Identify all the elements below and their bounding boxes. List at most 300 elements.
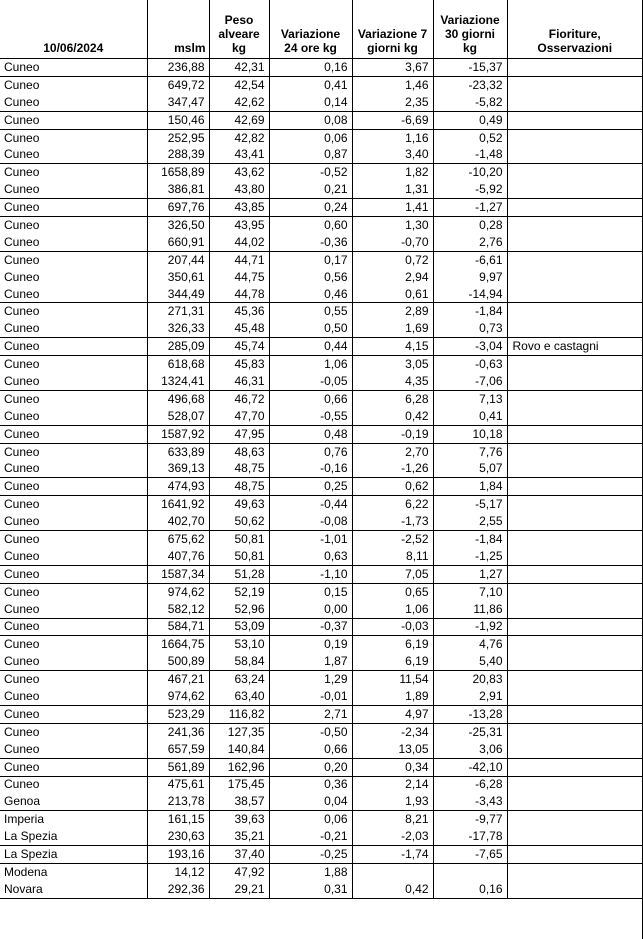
cell-peso[interactable]: 43,95	[209, 217, 269, 234]
cell-var7[interactable]: 2,35	[352, 94, 433, 111]
header-mslm[interactable]: mslm	[147, 0, 209, 59]
cell-var24[interactable]: -1,10	[269, 565, 352, 583]
cell-peso[interactable]: 52,96	[209, 601, 269, 618]
cell-var7[interactable]: 4,15	[352, 338, 433, 356]
cell-var24[interactable]: 0,56	[269, 269, 352, 286]
cell-mslm[interactable]: 475,61	[147, 776, 209, 793]
cell-var7[interactable]: 0,34	[352, 758, 433, 776]
cell-location[interactable]: Cuneo	[4, 234, 40, 249]
cell-peso[interactable]: 175,45	[209, 776, 269, 793]
cell-location[interactable]: La Spezia	[4, 829, 58, 844]
cell-mslm[interactable]: 236,88	[147, 59, 209, 77]
cell-var30[interactable]: -1,48	[433, 146, 507, 163]
cell-var7[interactable]: 3,40	[352, 146, 433, 163]
cell-location[interactable]: Novara	[0, 881, 147, 898]
cell-note[interactable]	[507, 583, 642, 600]
header-peso[interactable]: Peso alveare kg	[209, 0, 269, 59]
cell-mslm[interactable]: 523,29	[147, 705, 209, 723]
cell-var7[interactable]: 1,69	[352, 320, 433, 337]
cell-var7[interactable]: -0,19	[352, 425, 433, 443]
cell-location[interactable]: Cuneo	[4, 286, 40, 301]
cell-peso[interactable]: 44,02	[209, 234, 269, 251]
cell-var30[interactable]: 2,76	[433, 234, 507, 251]
cell-var7[interactable]: 0,42	[352, 408, 433, 425]
cell-note[interactable]	[507, 286, 642, 303]
cell-var7[interactable]: 1,30	[352, 217, 433, 234]
cell-location[interactable]: Cuneo	[4, 654, 40, 669]
header-var30[interactable]: Variazione 30 giorni kg	[433, 0, 507, 59]
cell-location[interactable]: Cuneo	[0, 583, 147, 600]
cell-var24[interactable]: 0,66	[269, 390, 352, 407]
cell-location[interactable]: Cuneo	[0, 129, 147, 146]
cell-var24[interactable]: 0,48	[269, 425, 352, 443]
cell-peso[interactable]: 47,92	[209, 863, 269, 880]
cell-peso[interactable]: 45,83	[209, 356, 269, 373]
cell-mslm[interactable]: 402,70	[147, 513, 209, 530]
cell-var30[interactable]: 9,97	[433, 269, 507, 286]
cell-var30[interactable]: 7,76	[433, 443, 507, 460]
cell-var24[interactable]: 0,60	[269, 217, 352, 234]
cell-var7[interactable]: 1,89	[352, 688, 433, 705]
cell-var30[interactable]: 0,49	[433, 111, 507, 129]
cell-var7[interactable]: 8,21	[352, 811, 433, 828]
cell-peso[interactable]: 29,21	[209, 881, 269, 898]
cell-mslm[interactable]: 500,89	[147, 653, 209, 670]
cell-location[interactable]: Cuneo	[4, 408, 40, 423]
cell-location[interactable]: Cuneo	[0, 76, 147, 93]
cell-var30[interactable]: 2,55	[433, 513, 507, 530]
cell-var30[interactable]: -17,78	[433, 828, 507, 845]
cell-note[interactable]	[507, 76, 642, 93]
cell-mslm[interactable]: 633,89	[147, 443, 209, 460]
cell-location[interactable]: Cuneo	[0, 723, 147, 740]
cell-mslm[interactable]: 1587,92	[147, 425, 209, 443]
cell-mslm[interactable]: 584,71	[147, 618, 209, 636]
cell-peso[interactable]: 45,48	[209, 320, 269, 337]
cell-var30[interactable]: 1,84	[433, 478, 507, 496]
cell-peso[interactable]: 44,71	[209, 251, 269, 268]
cell-var7[interactable]: 4,97	[352, 705, 433, 723]
cell-var24[interactable]: -0,01	[269, 688, 352, 705]
cell-var30[interactable]: -42,10	[433, 758, 507, 776]
cell-note[interactable]	[507, 741, 642, 758]
cell-mslm[interactable]: 241,36	[147, 723, 209, 740]
cell-location[interactable]: Cuneo	[0, 496, 147, 513]
cell-mslm[interactable]: 496,68	[147, 390, 209, 407]
cell-location[interactable]: Cuneo	[4, 321, 40, 336]
cell-note[interactable]	[507, 828, 642, 845]
cell-var7[interactable]: 2,70	[352, 443, 433, 460]
cell-location[interactable]: Cuneo	[4, 373, 40, 388]
cell-mslm[interactable]: 207,44	[147, 251, 209, 268]
cell-var7[interactable]: 1,46	[352, 76, 433, 93]
cell-note[interactable]	[507, 251, 642, 268]
cell-var7[interactable]: 6,19	[352, 653, 433, 670]
cell-var30[interactable]: -5,92	[433, 181, 507, 198]
cell-var30[interactable]: 5,40	[433, 653, 507, 670]
cell-var30[interactable]: -7,65	[433, 846, 507, 864]
cell-peso[interactable]: 38,57	[209, 793, 269, 810]
cell-peso[interactable]: 50,81	[209, 531, 269, 548]
cell-peso[interactable]: 43,80	[209, 181, 269, 198]
cell-var30[interactable]: 11,86	[433, 601, 507, 618]
cell-note[interactable]	[507, 531, 642, 548]
cell-var24[interactable]: 0,36	[269, 776, 352, 793]
cell-var24[interactable]: -0,52	[269, 164, 352, 181]
cell-var30[interactable]: 0,52	[433, 129, 507, 146]
cell-mslm[interactable]: 649,72	[147, 76, 209, 93]
cell-note[interactable]	[507, 723, 642, 740]
cell-mslm[interactable]: 14,12	[147, 863, 209, 880]
cell-location[interactable]: Cuneo	[4, 601, 40, 616]
cell-mslm[interactable]: 407,76	[147, 548, 209, 565]
cell-mslm[interactable]: 150,46	[147, 111, 209, 129]
cell-peso[interactable]: 58,84	[209, 653, 269, 670]
cell-peso[interactable]: 37,40	[209, 846, 269, 864]
cell-var24[interactable]: 0,20	[269, 758, 352, 776]
cell-note[interactable]	[507, 129, 642, 146]
cell-var30[interactable]: -25,31	[433, 723, 507, 740]
cell-mslm[interactable]: 230,63	[147, 828, 209, 845]
cell-var30[interactable]: -6,28	[433, 776, 507, 793]
cell-location[interactable]: Cuneo	[0, 531, 147, 548]
cell-peso[interactable]: 53,09	[209, 618, 269, 636]
cell-var30[interactable]: -1,27	[433, 199, 507, 217]
cell-peso[interactable]: 51,28	[209, 565, 269, 583]
cell-note[interactable]	[507, 653, 642, 670]
cell-var24[interactable]: -0,50	[269, 723, 352, 740]
cell-mslm[interactable]: 528,07	[147, 408, 209, 425]
cell-var30[interactable]: 7,13	[433, 390, 507, 407]
cell-var24[interactable]: 0,31	[269, 881, 352, 898]
header-var24[interactable]: Variazione 24 ore kg	[269, 0, 352, 59]
cell-var30[interactable]	[433, 863, 507, 880]
cell-var24[interactable]: 1,06	[269, 356, 352, 373]
cell-var30[interactable]: 4,76	[433, 636, 507, 653]
cell-location[interactable]: Cuneo	[0, 338, 147, 356]
cell-peso[interactable]: 39,63	[209, 811, 269, 828]
cell-note[interactable]	[507, 881, 642, 898]
cell-var7[interactable]: 13,05	[352, 741, 433, 758]
cell-peso[interactable]: 48,75	[209, 478, 269, 496]
cell-peso[interactable]: 49,63	[209, 496, 269, 513]
cell-location[interactable]: Cuneo	[0, 565, 147, 583]
cell-var24[interactable]: 0,19	[269, 636, 352, 653]
cell-var7[interactable]: -6,69	[352, 111, 433, 129]
cell-peso[interactable]: 52,19	[209, 583, 269, 600]
cell-peso[interactable]: 47,70	[209, 408, 269, 425]
cell-note[interactable]	[507, 671, 642, 688]
header-note[interactable]: Fioriture, Osservazioni	[507, 0, 642, 59]
cell-var24[interactable]: 0,63	[269, 548, 352, 565]
cell-mslm[interactable]: 252,95	[147, 129, 209, 146]
cell-note[interactable]	[507, 846, 642, 864]
cell-mslm[interactable]: 1658,89	[147, 164, 209, 181]
cell-var7[interactable]: 1,31	[352, 181, 433, 198]
cell-location[interactable]: Cuneo	[0, 425, 147, 443]
cell-note[interactable]	[507, 478, 642, 496]
cell-var7[interactable]: 1,06	[352, 601, 433, 618]
cell-note[interactable]	[507, 111, 642, 129]
cell-mslm[interactable]: 657,59	[147, 741, 209, 758]
cell-var7[interactable]: 1,16	[352, 129, 433, 146]
cell-var30[interactable]: 0,28	[433, 217, 507, 234]
cell-var24[interactable]: 0,06	[269, 129, 352, 146]
cell-var7[interactable]: -1,26	[352, 460, 433, 477]
cell-peso[interactable]: 42,31	[209, 59, 269, 77]
cell-var24[interactable]: -0,08	[269, 513, 352, 530]
cell-location[interactable]: Cuneo	[0, 217, 147, 234]
cell-var24[interactable]: 0,44	[269, 338, 352, 356]
cell-mslm[interactable]: 582,12	[147, 601, 209, 618]
cell-var24[interactable]: 0,87	[269, 146, 352, 163]
cell-var24[interactable]: -0,16	[269, 460, 352, 477]
cell-location[interactable]: Cuneo	[0, 758, 147, 776]
cell-var30[interactable]: 0,73	[433, 320, 507, 337]
cell-peso[interactable]: 63,24	[209, 671, 269, 688]
cell-var24[interactable]: 0,25	[269, 478, 352, 496]
cell-peso[interactable]: 45,74	[209, 338, 269, 356]
cell-var24[interactable]: 1,29	[269, 671, 352, 688]
cell-var7[interactable]: 7,05	[352, 565, 433, 583]
cell-var24[interactable]: 0,24	[269, 199, 352, 217]
cell-mslm[interactable]: 292,36	[147, 881, 209, 898]
cell-location[interactable]: Cuneo	[4, 269, 40, 284]
cell-peso[interactable]: 44,75	[209, 269, 269, 286]
cell-location[interactable]: Cuneo	[0, 671, 147, 688]
cell-mslm[interactable]: 474,93	[147, 478, 209, 496]
cell-location[interactable]: Cuneo	[4, 94, 40, 109]
cell-var30[interactable]: -3,04	[433, 338, 507, 356]
cell-var24[interactable]: 0,00	[269, 601, 352, 618]
cell-var30[interactable]: -0,63	[433, 356, 507, 373]
cell-peso[interactable]: 63,40	[209, 688, 269, 705]
cell-location[interactable]: Cuneo	[0, 356, 147, 373]
cell-note[interactable]	[507, 443, 642, 460]
cell-var30[interactable]: -5,82	[433, 94, 507, 111]
cell-note[interactable]	[507, 217, 642, 234]
cell-location[interactable]: Cuneo	[0, 478, 147, 496]
cell-note[interactable]	[507, 636, 642, 653]
cell-location[interactable]: Cuneo	[0, 705, 147, 723]
cell-var24[interactable]: 0,15	[269, 583, 352, 600]
cell-note[interactable]	[507, 408, 642, 425]
cell-mslm[interactable]: 326,50	[147, 217, 209, 234]
cell-peso[interactable]: 43,85	[209, 199, 269, 217]
cell-var7[interactable]	[352, 863, 433, 880]
cell-peso[interactable]: 45,36	[209, 303, 269, 320]
cell-var7[interactable]: 6,28	[352, 390, 433, 407]
cell-var7[interactable]: 1,93	[352, 793, 433, 810]
cell-location[interactable]: Cuneo	[4, 514, 40, 529]
cell-peso[interactable]: 42,54	[209, 76, 269, 93]
cell-location[interactable]: Cuneo	[4, 147, 40, 162]
cell-var7[interactable]: 6,19	[352, 636, 433, 653]
cell-mslm[interactable]: 1587,34	[147, 565, 209, 583]
cell-var30[interactable]: 0,41	[433, 408, 507, 425]
cell-location[interactable]: Cuneo	[0, 199, 147, 217]
cell-var7[interactable]: 8,11	[352, 548, 433, 565]
cell-note[interactable]	[507, 303, 642, 320]
cell-note[interactable]	[507, 146, 642, 163]
cell-note[interactable]	[507, 59, 642, 77]
cell-var7[interactable]: -0,03	[352, 618, 433, 636]
cell-var7[interactable]: 3,05	[352, 356, 433, 373]
cell-note[interactable]	[507, 460, 642, 477]
cell-location[interactable]: Imperia	[0, 811, 147, 828]
cell-var24[interactable]: 0,06	[269, 811, 352, 828]
cell-mslm[interactable]: 326,33	[147, 320, 209, 337]
cell-var24[interactable]: 0,55	[269, 303, 352, 320]
cell-location[interactable]: Cuneo	[0, 776, 147, 793]
cell-var7[interactable]: 0,62	[352, 478, 433, 496]
cell-peso[interactable]: 116,82	[209, 705, 269, 723]
cell-mslm[interactable]: 350,61	[147, 269, 209, 286]
cell-var30[interactable]: -7,06	[433, 373, 507, 390]
cell-location[interactable]: Cuneo	[4, 548, 40, 563]
cell-location[interactable]: Modena	[0, 863, 147, 880]
cell-var24[interactable]: 0,21	[269, 181, 352, 198]
header-var7[interactable]: Variazione 7 giorni kg	[352, 0, 433, 59]
cell-var7[interactable]: 3,67	[352, 59, 433, 77]
cell-var7[interactable]: -2,34	[352, 723, 433, 740]
cell-mslm[interactable]: 386,81	[147, 181, 209, 198]
cell-peso[interactable]: 53,10	[209, 636, 269, 653]
header-date[interactable]: 10/06/2024	[0, 0, 147, 59]
cell-peso[interactable]: 42,69	[209, 111, 269, 129]
cell-var7[interactable]: 11,54	[352, 671, 433, 688]
cell-var24[interactable]: -0,44	[269, 496, 352, 513]
cell-var30[interactable]: -10,20	[433, 164, 507, 181]
cell-var24[interactable]: 0,17	[269, 251, 352, 268]
cell-var24[interactable]: -0,05	[269, 373, 352, 390]
cell-var24[interactable]: 0,14	[269, 94, 352, 111]
cell-var30[interactable]: -1,25	[433, 548, 507, 565]
cell-var24[interactable]: -0,55	[269, 408, 352, 425]
cell-var30[interactable]: 3,06	[433, 741, 507, 758]
cell-var7[interactable]: 1,41	[352, 199, 433, 217]
cell-note[interactable]	[507, 793, 642, 810]
cell-var7[interactable]: -0,70	[352, 234, 433, 251]
cell-note[interactable]	[507, 199, 642, 217]
cell-peso[interactable]: 50,81	[209, 548, 269, 565]
cell-mslm[interactable]: 618,68	[147, 356, 209, 373]
cell-var30[interactable]: -9,77	[433, 811, 507, 828]
cell-var7[interactable]: 0,65	[352, 583, 433, 600]
cell-note[interactable]	[507, 548, 642, 565]
cell-peso[interactable]: 162,96	[209, 758, 269, 776]
cell-peso[interactable]: 35,21	[209, 828, 269, 845]
cell-peso[interactable]: 43,62	[209, 164, 269, 181]
cell-var24[interactable]: 0,41	[269, 76, 352, 93]
cell-location[interactable]: Cuneo	[0, 303, 147, 320]
cell-location[interactable]: Cuneo	[0, 111, 147, 129]
cell-var7[interactable]: -1,73	[352, 513, 433, 530]
cell-note[interactable]	[507, 688, 642, 705]
cell-note[interactable]	[507, 776, 642, 793]
cell-peso[interactable]: 46,72	[209, 390, 269, 407]
cell-var30[interactable]: -1,84	[433, 303, 507, 320]
cell-mslm[interactable]: 271,31	[147, 303, 209, 320]
cell-var30[interactable]: -15,37	[433, 59, 507, 77]
cell-note[interactable]	[507, 618, 642, 636]
cell-location[interactable]: Cuneo	[0, 636, 147, 653]
cell-var24[interactable]: 0,50	[269, 320, 352, 337]
cell-var24[interactable]: -1,01	[269, 531, 352, 548]
cell-note[interactable]	[507, 164, 642, 181]
cell-var30[interactable]: -6,61	[433, 251, 507, 268]
cell-mslm[interactable]: 347,47	[147, 94, 209, 111]
cell-var30[interactable]: 7,10	[433, 583, 507, 600]
cell-mslm[interactable]: 193,16	[147, 846, 209, 864]
cell-note[interactable]	[507, 425, 642, 443]
cell-var7[interactable]: 2,89	[352, 303, 433, 320]
cell-var24[interactable]: -0,37	[269, 618, 352, 636]
cell-var7[interactable]: 2,14	[352, 776, 433, 793]
cell-note[interactable]	[507, 601, 642, 618]
cell-var7[interactable]: 4,35	[352, 373, 433, 390]
cell-note[interactable]	[507, 496, 642, 513]
cell-location[interactable]: Cuneo	[0, 618, 147, 636]
cell-location[interactable]: Cuneo	[0, 390, 147, 407]
cell-mslm[interactable]: 697,76	[147, 199, 209, 217]
cell-var7[interactable]: -2,52	[352, 531, 433, 548]
cell-mslm[interactable]: 974,62	[147, 688, 209, 705]
cell-mslm[interactable]: 974,62	[147, 583, 209, 600]
cell-note[interactable]	[507, 565, 642, 583]
cell-mslm[interactable]: 1641,92	[147, 496, 209, 513]
cell-note[interactable]: Rovo e castagni	[507, 338, 642, 356]
cell-var24[interactable]: 0,16	[269, 59, 352, 77]
cell-var24[interactable]: 0,76	[269, 443, 352, 460]
cell-var24[interactable]: 0,46	[269, 286, 352, 303]
cell-var30[interactable]: -13,28	[433, 705, 507, 723]
cell-var24[interactable]: -0,36	[269, 234, 352, 251]
cell-var24[interactable]: -0,21	[269, 828, 352, 845]
cell-location[interactable]: Genoa	[4, 794, 41, 809]
cell-note[interactable]	[507, 758, 642, 776]
cell-var30[interactable]: -1,92	[433, 618, 507, 636]
cell-var30[interactable]: -14,94	[433, 286, 507, 303]
cell-mslm[interactable]: 161,15	[147, 811, 209, 828]
cell-note[interactable]	[507, 373, 642, 390]
cell-note[interactable]	[507, 390, 642, 407]
cell-location[interactable]: Cuneo	[0, 443, 147, 460]
cell-var7[interactable]: 0,42	[352, 881, 433, 898]
cell-peso[interactable]: 42,82	[209, 129, 269, 146]
cell-location[interactable]: Cuneo	[0, 59, 147, 77]
cell-mslm[interactable]: 1324,41	[147, 373, 209, 390]
cell-peso[interactable]: 46,31	[209, 373, 269, 390]
cell-var7[interactable]: 0,72	[352, 251, 433, 268]
cell-location[interactable]: Cuneo	[4, 741, 40, 756]
cell-peso[interactable]: 50,62	[209, 513, 269, 530]
cell-note[interactable]	[507, 234, 642, 251]
cell-mslm[interactable]: 344,49	[147, 286, 209, 303]
cell-var7[interactable]: 0,61	[352, 286, 433, 303]
cell-location[interactable]: Cuneo	[4, 689, 40, 703]
cell-mslm[interactable]: 675,62	[147, 531, 209, 548]
cell-peso[interactable]: 127,35	[209, 723, 269, 740]
cell-mslm[interactable]: 288,39	[147, 146, 209, 163]
cell-mslm[interactable]: 467,21	[147, 671, 209, 688]
cell-location[interactable]: Cuneo	[0, 164, 147, 181]
cell-mslm[interactable]: 285,09	[147, 338, 209, 356]
cell-peso[interactable]: 43,41	[209, 146, 269, 163]
cell-var30[interactable]: -1,84	[433, 531, 507, 548]
cell-var30[interactable]: 5,07	[433, 460, 507, 477]
cell-peso[interactable]: 47,95	[209, 425, 269, 443]
